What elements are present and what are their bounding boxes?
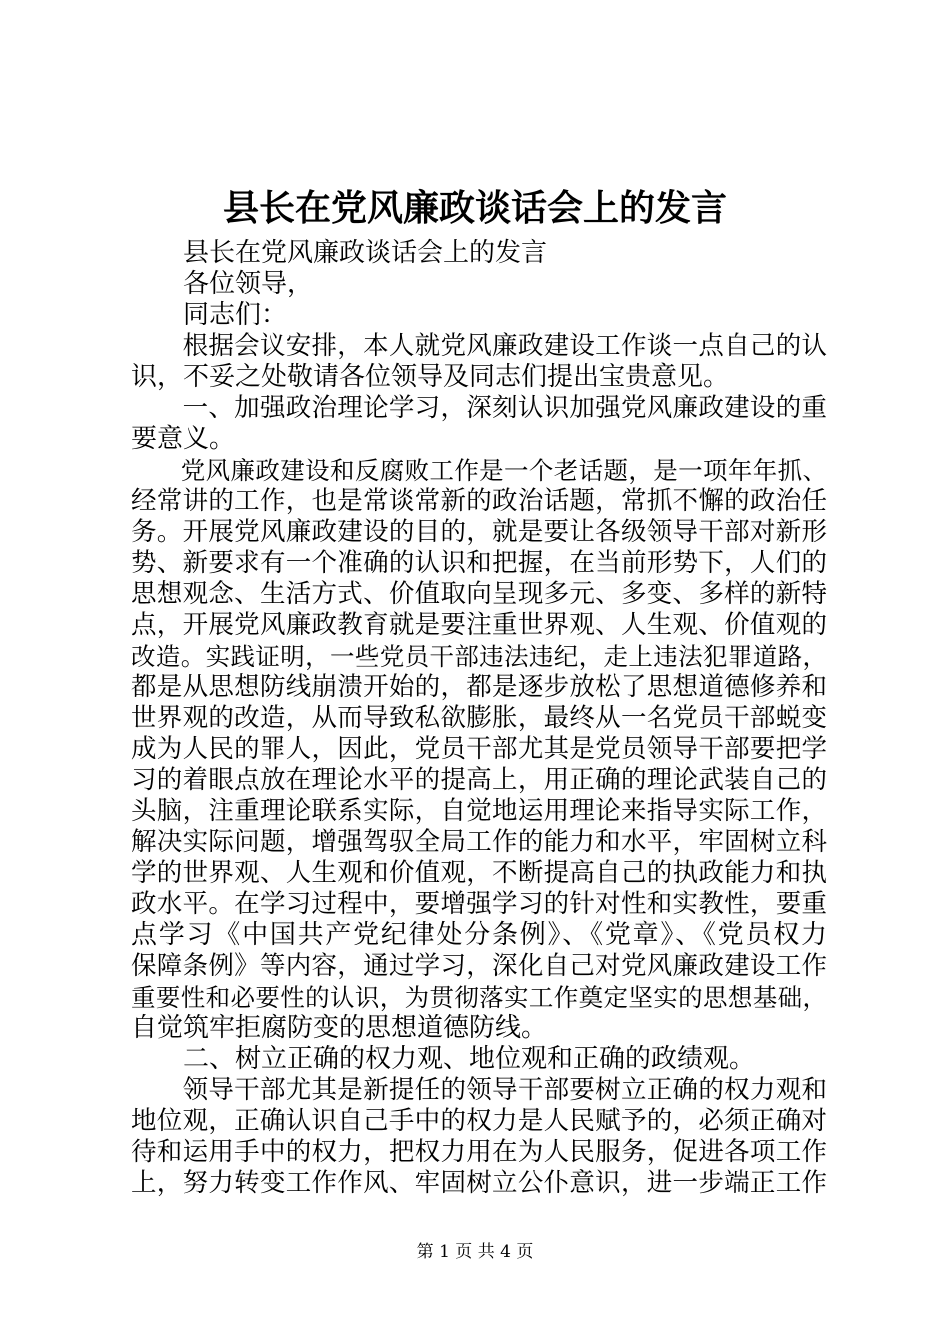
body-line: 一、加强政治理论学习，深刻认识加强党风廉政建设的重 [131, 393, 827, 423]
body-line: 二、树立正确的权力观、地位观和正确的政绩观。 [131, 1044, 756, 1074]
body-line: 同志们： [131, 300, 288, 330]
body-line: 自觉筑牢拒腐防变的思想道德防线。 [131, 1013, 548, 1043]
body-line: 务。开展党风廉政建设的目的，就是要让各级领导干部对新形 [131, 517, 827, 547]
body-line: 学的世界观、人生观和价值观，不断提高自己的执政能力和执 [131, 858, 827, 888]
body-line: 改造。实践证明，一些党员干部违法违纪，走上违法犯罪道路， [131, 642, 827, 671]
body-line: 保障条例》等内容，通过学习，深化自己对党风廉政建设工作 [131, 951, 827, 981]
document-title: 县长在党风廉政谈话会上的发言 [222, 187, 727, 229]
body-line: 地位观，正确认识自己手中的权力是人民赋予的，必须正确对 [131, 1106, 827, 1136]
body-line: 点学习《中国共产党纪律处分条例》、《党章》、《党员权力 [131, 920, 827, 950]
body-line: 习的着眼点放在理论水平的提高上，用正确的理论武装自己的 [131, 765, 827, 795]
body-line: 思想观念、生活方式、价值取向呈现多元、多变、多样的新特 [131, 579, 827, 609]
body-line: 识，不妥之处敬请各位领导及同志们提出宝贵意见。 [131, 362, 730, 392]
body-line: 解决实际问题，增强驾驭全局工作的能力和水平，牢固树立科 [131, 827, 827, 857]
body-line: 待和运用手中的权力，把权力用在为人民服务，促进各项工作 [131, 1137, 827, 1167]
page-footer: 第 1 页 共 4 页 [416, 1242, 534, 1262]
body-line: 成为人民的罪人，因此，党员干部尤其是党员领导干部要把学 [131, 734, 827, 764]
body-line: 上，努力转变工作作风、牢固树立公仆意识，进一步端正工作 [131, 1168, 827, 1198]
body-line: 势、新要求有一个准确的认识和把握，在当前形势下，人们的 [131, 548, 827, 578]
body-line: 根据会议安排，本人就党风廉政建设工作谈一点自己的认 [131, 331, 827, 361]
body-line: 重要性和必要性的认识，为贯彻落实工作奠定坚实的思想基础， [131, 983, 827, 1012]
document-body [131, 238, 827, 1199]
body-line: 经常讲的工作，也是常谈常新的政治话题，常抓不懈的政治任 [131, 486, 827, 516]
body-line: 点，开展党风廉政教育就是要注重世界观、人生观、价值观的 [131, 610, 827, 640]
body-line: 头脑，注重理论联系实际，自觉地运用理论来指导实际工作， [131, 796, 827, 826]
body-line: 各位领导， [131, 269, 314, 299]
body-line: 党风廉政建设和反腐败工作是一个老话题，是一项年年抓、 [131, 456, 827, 485]
body-line: 都是从思想防线崩溃开始的，都是逐步放松了思想道德修养和 [131, 672, 827, 702]
body-line: 世界观的改造，从而导致私欲膨胀，最终从一名党员干部蜕变 [131, 703, 827, 733]
body-line: 县长在党风廉政谈话会上的发言 [131, 238, 548, 268]
body-line: 领导干部尤其是新提任的领导干部要树立正确的权力观和 [131, 1075, 827, 1105]
body-line: 要意义。 [131, 424, 236, 454]
body-line: 政水平。在学习过程中，要增强学习的针对性和实教性，要重 [131, 889, 827, 919]
